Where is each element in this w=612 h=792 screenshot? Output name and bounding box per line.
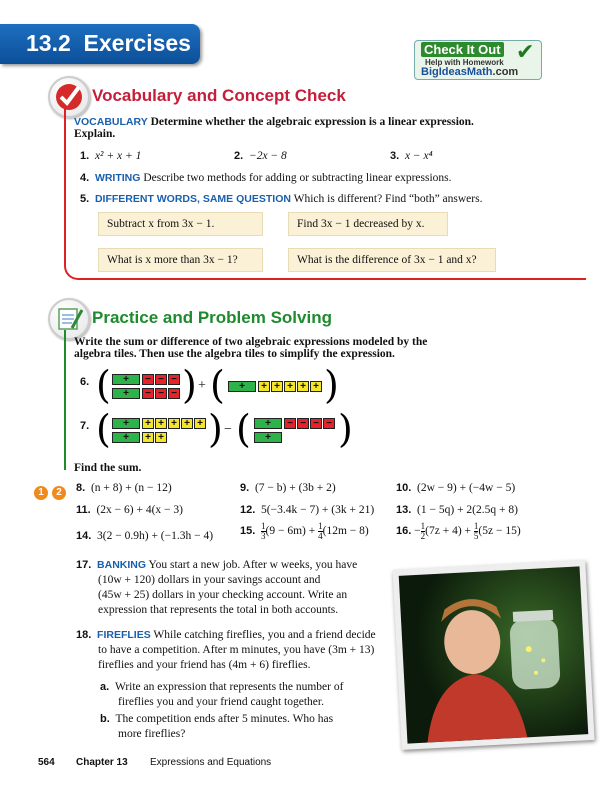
option-box-2: Find 3x − 1 decreased by x.	[288, 212, 448, 236]
minus-operator: −	[224, 422, 232, 437]
tile-x-positive: +	[228, 381, 256, 392]
paren-open: (	[210, 363, 225, 407]
vocab-item-5: 5. DIFFERENT WORDS, SAME QUESTION Which is different? Find “both” answers.	[80, 193, 483, 205]
tile-x-positive: +	[112, 418, 140, 429]
option-box-4: What is the difference of 3x − 1 and x?	[288, 248, 496, 272]
paren-close: )	[208, 407, 223, 451]
tile-unit-positive: +	[271, 381, 283, 392]
tile-unit-positive: +	[181, 418, 193, 429]
checkmark-icon: ✔	[516, 40, 535, 65]
tile-unit-negative: −	[142, 388, 154, 399]
exercise-15: 15. $\frac{1}{3}$ (9 − 6m) + $\frac{1}{4}$ (12m − 8)	[240, 521, 369, 541]
exercise-8: 8. (n + 8) + (n − 12)	[76, 482, 172, 494]
exercise-18b: b. The competition ends after 5 minutes. Who has more fireflies?	[100, 713, 334, 740]
exercise-17: 17. BANKING You start a new job. After w weeks, you have (10w + 120) dollars in your savings account and (45w + 25) dollars in your checking account. Write an expression that represents the total in both accounts.	[76, 559, 358, 616]
q7-number: 7.	[80, 420, 90, 432]
exercise-18a: a. Write an expression that represents the number of fireflies you and your friend caught together.	[100, 681, 344, 708]
practice-section-title: Practice and Problem Solving	[92, 308, 332, 327]
chapter-title: Expressions and Equations	[150, 757, 272, 768]
tile-unit-negative: −	[142, 374, 154, 385]
exercise-11: 11. (2x − 6) + 4(x − 3)	[76, 504, 183, 516]
practice-intro: Write the sum or difference of two algebraic expressions modeled by the algebra tiles. Then use the algebra tiles to simplify the expression.	[74, 336, 428, 360]
tile-unit-negative: −	[155, 374, 167, 385]
option-box-3: What is x more than 3x − 1?	[98, 248, 263, 272]
chapter-label: Chapter 13	[76, 757, 128, 768]
tile-unit-positive: +	[297, 381, 309, 392]
paren-close: )	[324, 363, 339, 407]
tile-unit-negative: −	[284, 418, 296, 429]
tile-x-positive: +	[112, 374, 140, 385]
paren-close: )	[182, 363, 197, 407]
tile-unit-positive: +	[284, 381, 296, 392]
find-sum-label: Find the sum.	[74, 462, 142, 474]
badge-1: 1	[34, 486, 48, 500]
vocab-question-intro: VOCABULARY Determine whether the algebraic expression is a linear expression. Explain.	[74, 116, 474, 140]
tile-unit-positive: +	[142, 418, 154, 429]
exercise-16: 16. − $\frac{1}{2}$ (7z + 4) + $\frac{1}{5}$ (5z − 15)	[396, 521, 521, 541]
vocab-item-4: 4. WRITING Describe two methods for adding or subtracting linear expressions.	[80, 172, 452, 184]
tile-unit-positive: +	[142, 432, 154, 443]
page-number: 564	[38, 757, 55, 768]
help-with-homework-label: Help with Homework	[425, 58, 504, 67]
firefly-jar-photo	[392, 560, 594, 750]
exercise-10: 10. (2w − 9) + (−4w − 5)	[396, 482, 516, 494]
practice-frame	[64, 330, 66, 470]
tile-unit-negative: −	[168, 374, 180, 385]
tile-unit-positive: +	[258, 381, 270, 392]
exercise-12: 12. 5(−3.4k − 7) + (3k + 21)	[240, 504, 375, 516]
paren-open: (	[96, 407, 111, 451]
difficulty-badges	[34, 482, 66, 500]
tile-unit-negative: −	[310, 418, 322, 429]
paren-open: (	[96, 363, 111, 407]
paren-close: )	[338, 407, 353, 451]
badge-2: 2	[52, 486, 66, 500]
tile-unit-positive: +	[194, 418, 206, 429]
website-label: BigIdeasMath.com	[421, 66, 519, 78]
exercise-9: 9. (7 − b) + (3b + 2)	[240, 482, 336, 494]
tile-x-positive: +	[254, 418, 282, 429]
vocab-item-3: 3. x − x⁴	[390, 150, 433, 162]
tile-unit-negative: −	[155, 388, 167, 399]
tile-unit-negative: −	[168, 388, 180, 399]
exercise-13: 13. (1 − 5q) + 2(2.5q + 8)	[396, 504, 518, 516]
paren-open: (	[236, 407, 251, 451]
tile-unit-positive: +	[155, 432, 167, 443]
exercise-14: 14. 3(2 − 0.9h) + (−1.3h − 4)	[76, 530, 214, 542]
option-box-1: Subtract x from 3x − 1.	[98, 212, 263, 236]
q6-number: 6.	[80, 376, 90, 388]
tile-unit-positive: +	[310, 381, 322, 392]
tile-x-positive: +	[254, 432, 282, 443]
tile-x-positive: +	[112, 388, 140, 399]
check-it-out-label: Check It Out	[421, 42, 504, 57]
vocab-section-title: Vocabulary and Concept Check	[92, 86, 346, 105]
section-title: 13.2 Exercises	[26, 30, 191, 56]
pencil-paper-icon	[48, 298, 90, 340]
vocab-item-2: 2. −2x − 8	[234, 150, 287, 162]
tile-x-positive: +	[112, 432, 140, 443]
exercise-18: 18. FIREFLIES While catching fireflies, you and a friend decide to have a competition. After m minutes, you have (3m + 13) fireflies and your friend has (4m + 6) fireflies.	[76, 629, 376, 671]
tile-unit-positive: +	[168, 418, 180, 429]
plus-operator: +	[198, 378, 206, 393]
tile-unit-negative: −	[323, 418, 335, 429]
vocab-item-1: 1. x² + x + 1	[80, 150, 142, 162]
tile-unit-negative: −	[297, 418, 309, 429]
tile-unit-positive: +	[155, 418, 167, 429]
